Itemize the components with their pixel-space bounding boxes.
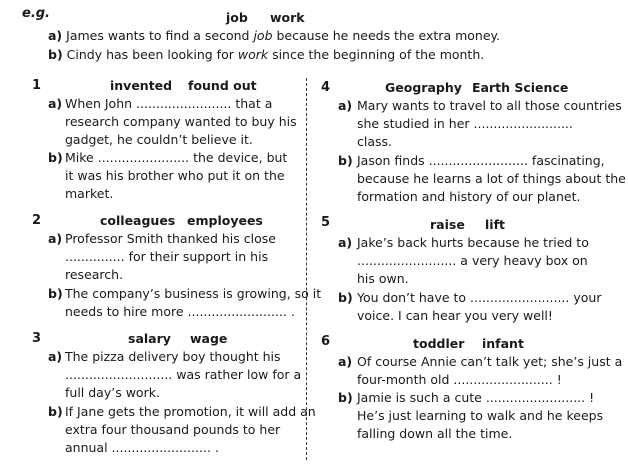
exercise-2-a-text (65, 230, 276, 284)
example-word-2: work (270, 10, 305, 25)
exercise-1-a-text (65, 95, 297, 149)
exercise-4-b-line-3: formation and history of our planet. (357, 189, 581, 204)
exercise-2-a-letter: a) (48, 231, 63, 246)
example-label: e.g. (22, 6, 50, 21)
exercise-2-b-letter: b) (48, 286, 63, 301)
exercise-4-a-line-1: Mary wants to travel to all those countries (357, 98, 622, 113)
exercise-6-word-1: toddler (413, 336, 465, 351)
exercise-1-b-letter: b) (48, 150, 63, 165)
exercise-3-a-line-3: full day’s work. (65, 385, 160, 400)
exercise-6-b-letter: b) (338, 390, 353, 405)
exercise-2-a-line-1: Professor Smith thanked his close (65, 231, 276, 246)
exercise-2-word-2: employees (187, 213, 263, 228)
exercise-4-a-text (357, 97, 622, 151)
exercise-1-a-line-2: research company wanted to buy his (65, 114, 297, 129)
exercise-1-b-text (65, 149, 287, 203)
exercise-3-b-line-1: If Jane gets the promotion, it will add an (65, 404, 316, 419)
exercise-5-b-text (357, 289, 601, 325)
exercise-4-a-line-2: she studied in her ......................... (357, 116, 573, 131)
exercise-4-b-line-2: because he learns a lot of things about the (357, 171, 626, 186)
exercise-5-b-line-1: You don’t have to ......................... your (357, 290, 602, 305)
exercise-6-word-2: infant (482, 336, 524, 351)
exercise-6-b-line-2: He’s just learning to walk and he keeps (357, 408, 604, 423)
exercise-3-a-line-2: ........................... was rather low for a (65, 367, 302, 382)
exercise-3-a-letter: a) (48, 349, 63, 364)
exercise-6-b-line-3: falling down all the time. (357, 426, 513, 441)
example-sentence-b: b) Cindy has been looking for work since the beginning of the month. (48, 47, 485, 62)
exercise-5-word-2: lift (485, 217, 505, 232)
exercise-2-a-line-3: research. (65, 267, 124, 282)
exercise-number-4: 4 (321, 80, 331, 95)
exercise-4-a-line-3: class. (357, 134, 393, 149)
exercise-3-b-line-2: extra four thousand pounds to her (65, 422, 281, 437)
exercise-6-b-text (357, 389, 603, 443)
exercise-number-6: 6 (321, 334, 331, 349)
exercise-number-3: 3 (32, 331, 42, 346)
exercise-number-5: 5 (321, 215, 331, 230)
exercise-3-a-text (65, 348, 301, 402)
exercise-4-b-text (357, 152, 626, 206)
exercise-1-a-letter: a) (48, 96, 63, 111)
exercise-6-b-line-1: Jamie is such a cute ......................... ! (357, 390, 595, 405)
exercise-1-b-line-3: market. (65, 186, 114, 201)
exercise-3-b-letter: b) (48, 404, 63, 419)
exercise-6-a-line-1: Of course Annie can’t talk yet; she’s just a (357, 354, 623, 369)
exercise-5-a-text (357, 234, 589, 288)
exercise-4-b-letter: b) (338, 153, 353, 168)
exercise-1-a-line-1: When John ........................ that a (65, 96, 273, 111)
exercise-1-word-1: invented (110, 78, 173, 93)
exercise-2-b-line-1: The company’s business is growing, so it (65, 286, 322, 301)
exercise-6-a-letter: a) (338, 354, 353, 369)
exercise-5-b-letter: b) (338, 290, 353, 305)
exercise-3-b-line-3: annual ......................... . (65, 440, 219, 455)
exercise-4-b-line-1: Jason finds ......................... fascinating, (357, 153, 605, 168)
exercise-5-a-line-3: his own. (357, 271, 409, 286)
exercise-3-word-1: salary (128, 331, 171, 346)
exercise-number-2: 2 (32, 213, 42, 228)
exercise-3-b-text (65, 403, 316, 457)
exercise-1-word-2: found out (188, 78, 257, 93)
exercise-3-a-line-1: The pizza delivery boy thought his (65, 349, 281, 364)
exercise-5-b-line-2: voice. I can hear you very well! (357, 308, 553, 323)
exercise-2-word-1: colleagues (100, 213, 176, 228)
exercise-6-a-line-2: four-month old ......................... ! (357, 372, 562, 387)
example-word-1: job (226, 10, 248, 25)
exercise-1-b-line-2: it was his brother who put it on the (65, 168, 285, 183)
exercise-5-a-letter: a) (338, 235, 353, 250)
exercise-number-1: 1 (32, 78, 42, 93)
example-sentence-a: a) James wants to find a second job because he needs the extra money. (48, 28, 501, 43)
exercise-2-b-line-2: needs to hire more ......................... . (65, 304, 295, 319)
exercise-4-a-letter: a) (338, 98, 353, 113)
exercise-3-word-2: wage (190, 331, 228, 346)
exercise-5-a-line-1: Jake’s back hurts because he tried to (357, 235, 589, 250)
exercise-4-word-2: Earth Science (472, 80, 569, 95)
exercise-2-a-line-2: ............... for their support in his (65, 249, 269, 264)
exercise-6-a-text (357, 353, 622, 389)
exercise-5-a-line-2: ......................... a very heavy box on (357, 253, 588, 268)
exercise-5-word-1: raise (430, 217, 465, 232)
exercise-1-a-line-3: gadget, he couldn’t believe it. (65, 132, 253, 147)
exercise-2-b-text (65, 285, 321, 321)
exercise-4-word-1: Geography (385, 80, 462, 95)
exercise-1-b-line-1: Mike ....................... the device, but (65, 150, 288, 165)
